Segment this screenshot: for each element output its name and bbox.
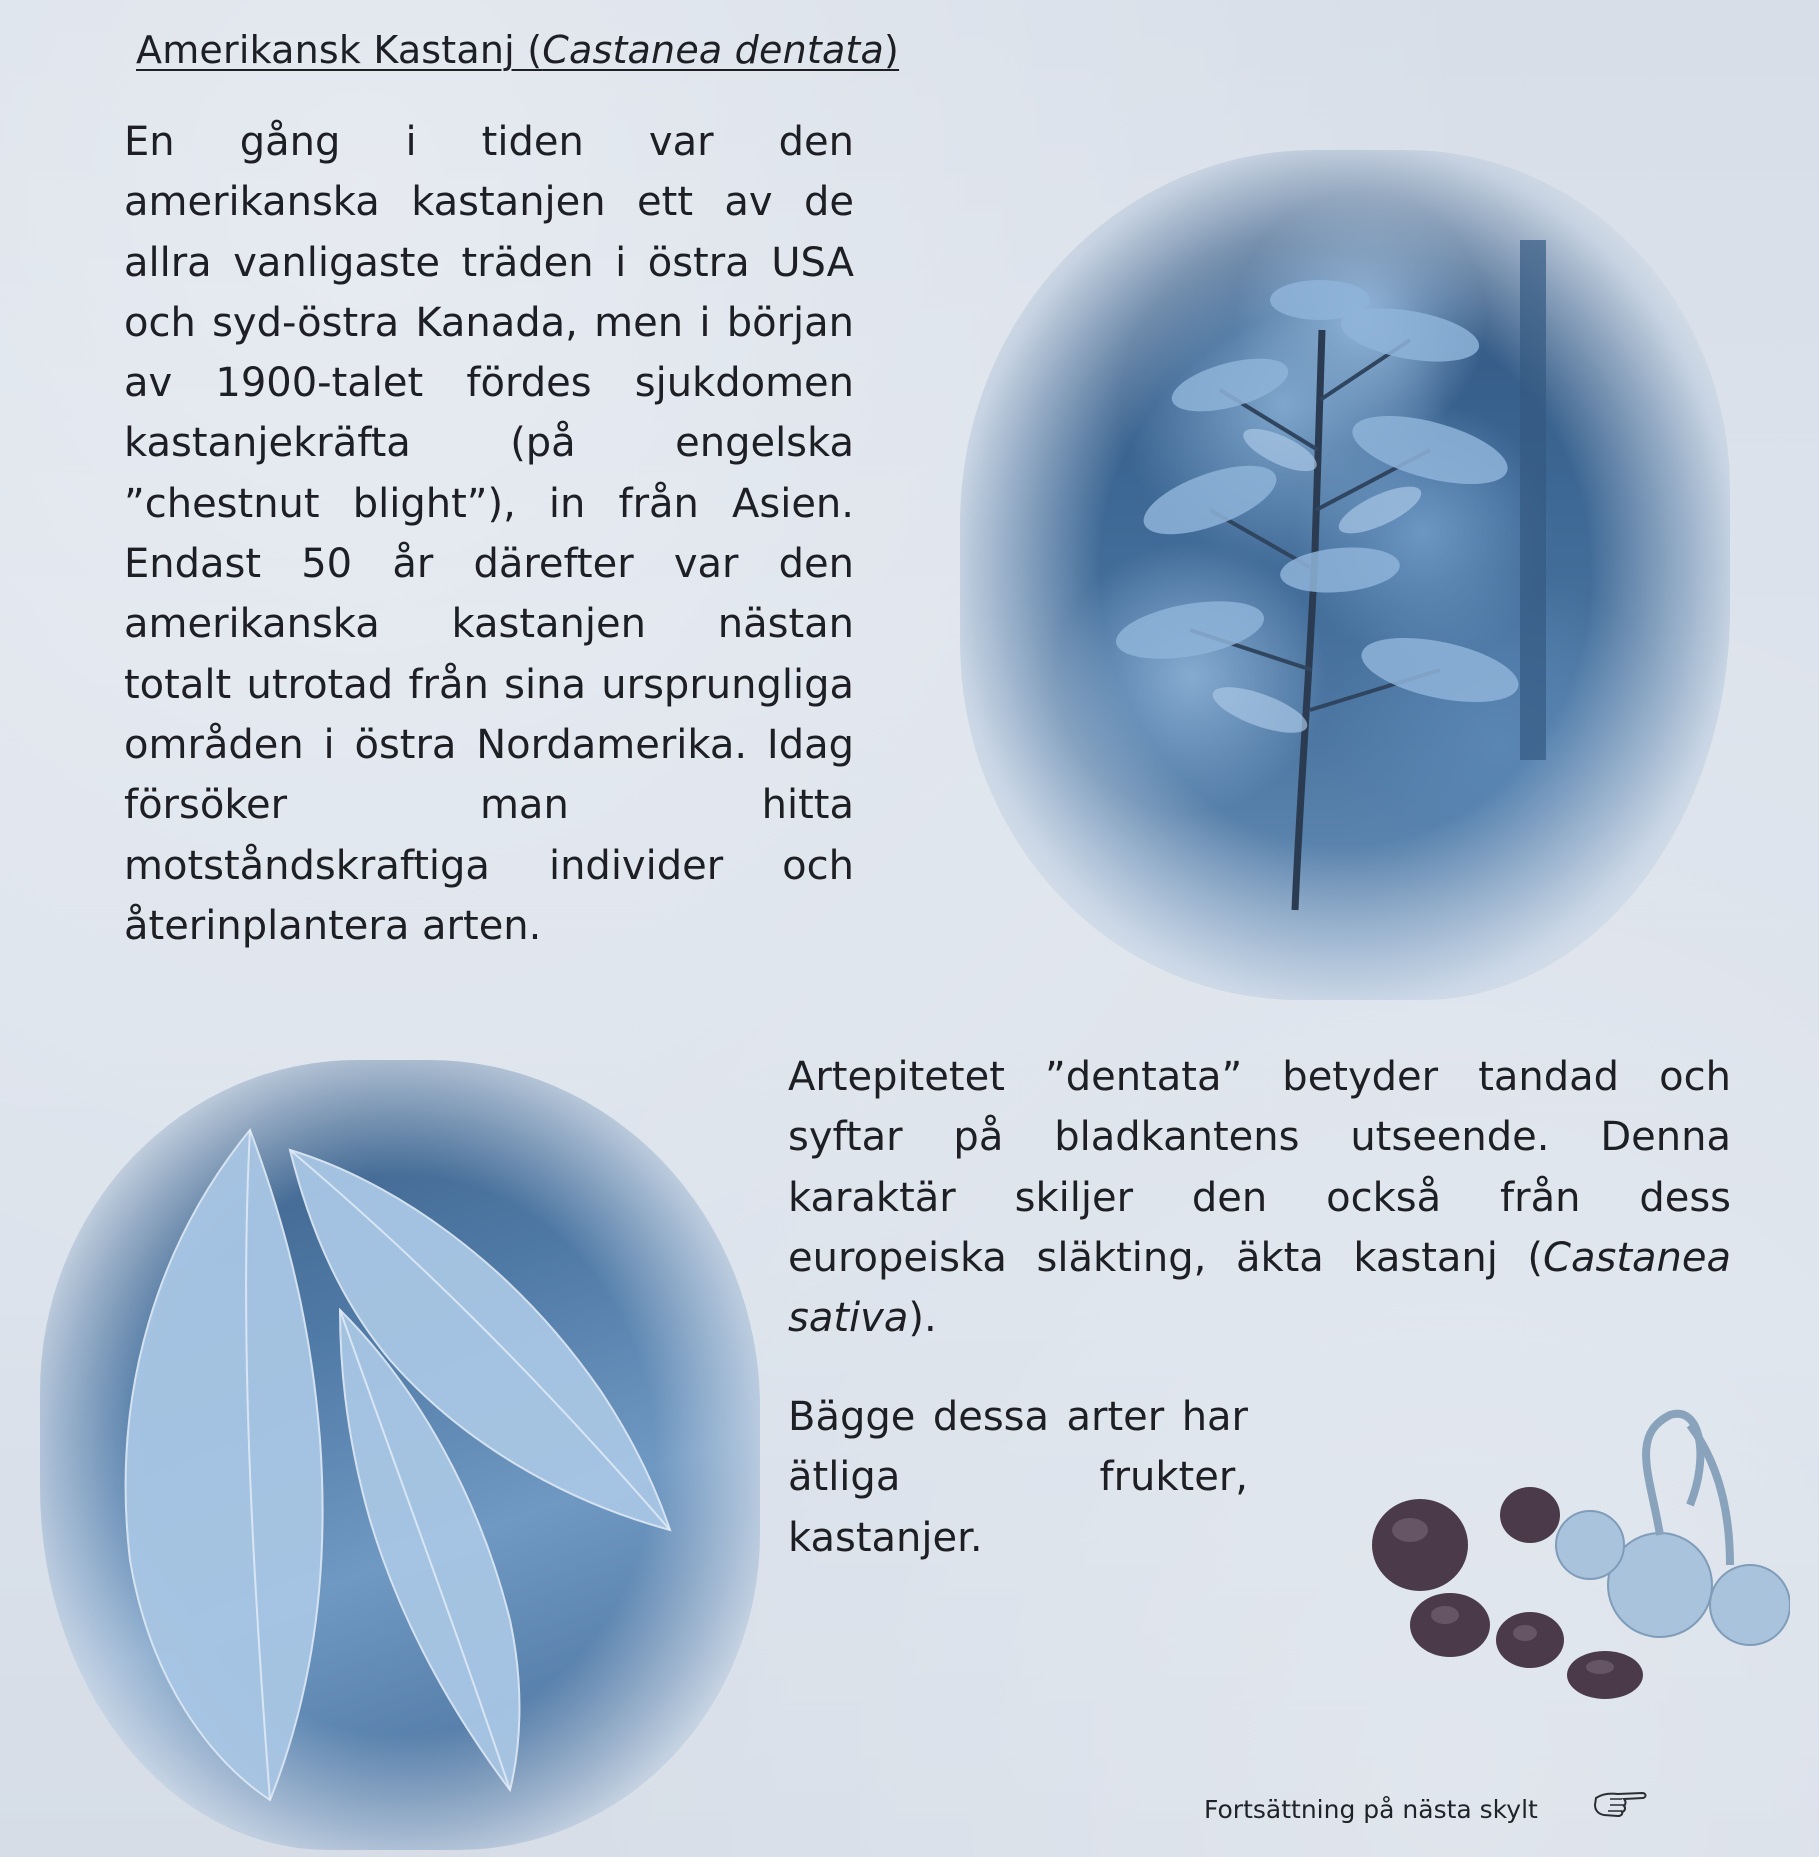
- sign-title: [136, 28, 899, 72]
- chestnuts-illustration: [1330, 1395, 1790, 1725]
- title-close: ): [884, 28, 900, 72]
- epithet-text: Artepitetet ”dentata” betyder tandad och syftar på bladkantens utseende. Denna karaktär skiljer den också från dess europeiska släkting, äkta kastanj (: [788, 1054, 1731, 1281]
- chestnut-leaves-photo: [40, 1060, 760, 1850]
- pointing-hand-icon: [1592, 1784, 1650, 1818]
- title-common-name: Amerikansk Kastanj (: [136, 28, 543, 72]
- paragraph-fruits: Bägge dessa arter har ätliga frukter, kastanjer.: [788, 1394, 1248, 1561]
- tree-graphic: [960, 150, 1730, 1000]
- continuation-note: Fortsättning på nästa skylt: [1204, 1795, 1538, 1824]
- paragraph-epithet: [788, 1047, 1731, 1348]
- epithet-close: ).: [908, 1295, 937, 1342]
- chestnut-tree-photo: [960, 150, 1730, 1000]
- paragraph-history: En gång i tiden var den amerikanska kastanjen ett av de allra vanligaste träden i östra USA och syd-östra Kanada, men i början av 1900-talet fördes sjukdomen kastanjekräfta (på engelska ”chestnut blight”), in från Asien. Endast 50 år därefter var den amerikanska kastanjen nästan totalt utrotad från sina ursprungliga områden i östra Nordamerika. Idag försöker man hitta motståndskraftiga individer och återinplantera arten.: [124, 119, 854, 949]
- title-latin-name: Castanea dentata: [542, 28, 885, 72]
- epithet-latin-name: Castanea sativa: [788, 1234, 1731, 1342]
- leaves-graphic: [40, 1060, 760, 1850]
